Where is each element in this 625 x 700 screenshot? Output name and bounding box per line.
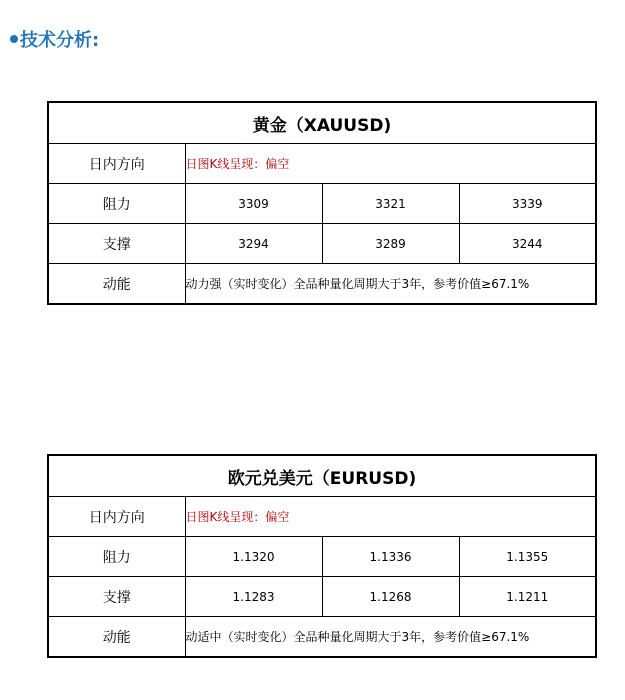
resistance-value: 1.1355 — [459, 537, 596, 577]
momentum-label: 动能 — [48, 264, 185, 305]
direction-row — [48, 144, 596, 184]
support-label: 支撑 — [48, 577, 185, 617]
table-title: 欧元兑美元（EURUSD) — [48, 455, 596, 497]
support-value: 3294 — [185, 224, 322, 264]
resistance-row — [48, 184, 596, 224]
support-value: 1.1211 — [459, 577, 596, 617]
support-value: 1.1268 — [322, 577, 459, 617]
gold-table — [47, 101, 597, 305]
support-row — [48, 224, 596, 264]
resistance-value: 3339 — [459, 184, 596, 224]
section-title: 技术分析: — [20, 30, 100, 51]
bullet-icon — [10, 35, 18, 43]
resistance-value: 3309 — [185, 184, 322, 224]
resistance-row — [48, 537, 596, 577]
direction-value: 日图K线呈现：偏空 — [185, 497, 596, 537]
direction-value: 日图K线呈现：偏空 — [185, 144, 596, 184]
direction-label: 日内方向 — [48, 144, 185, 184]
resistance-value: 3321 — [322, 184, 459, 224]
momentum-row — [48, 264, 596, 305]
resistance-value: 1.1320 — [185, 537, 322, 577]
direction-row — [48, 497, 596, 537]
eurusd-table — [47, 454, 597, 658]
momentum-value: 动适中（实时变化）全品种量化周期大于3年，参考价值≥67.1% — [185, 617, 596, 658]
momentum-row — [48, 617, 596, 658]
momentum-value: 动力强（实时变化）全品种量化周期大于3年，参考价值≥67.1% — [185, 264, 596, 305]
support-row — [48, 577, 596, 617]
momentum-label: 动能 — [48, 617, 185, 658]
direction-label: 日内方向 — [48, 497, 185, 537]
support-value: 3244 — [459, 224, 596, 264]
support-value: 3289 — [322, 224, 459, 264]
resistance-value: 1.1336 — [322, 537, 459, 577]
resistance-label: 阻力 — [48, 184, 185, 224]
section-heading — [10, 26, 99, 52]
resistance-label: 阻力 — [48, 537, 185, 577]
support-value: 1.1283 — [185, 577, 322, 617]
table-title: 黄金（XAUUSD) — [48, 102, 596, 144]
support-label: 支撑 — [48, 224, 185, 264]
